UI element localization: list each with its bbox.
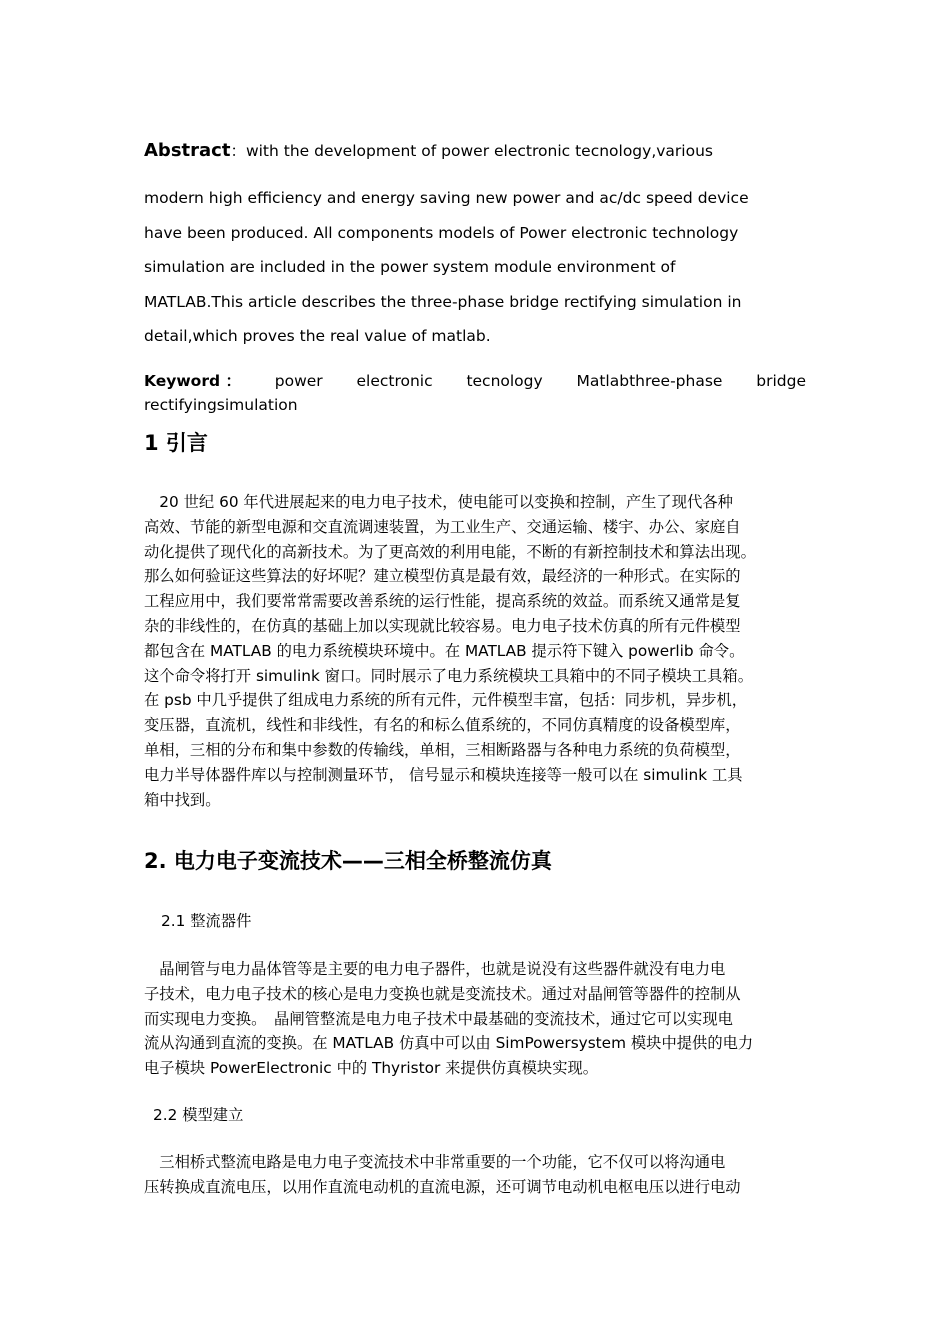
- section-2-heading: 2. 电力电子变流技术——三相全桥整流仿真: [144, 849, 552, 873]
- keyword-word: Matlabthree-phase: [576, 372, 723, 390]
- paragraph-line: 单相，三相的分布和集中参数的传输线，单相，三相断路器与各种电力系统的负荷模型，: [144, 740, 741, 759]
- section-1-paragraph: [144, 490, 806, 812]
- paragraph-line: 压转换成直流电压，以用作直流电动机的直流电源，还可调节电动机电枢电压以进行电动: [144, 1177, 741, 1196]
- paragraph-line: 晶闸管与电力晶体管等是主要的电力电子器件，也就是说没有这些器件就没有电力电: [144, 960, 726, 978]
- paragraph-line: 都包含在 MATLAB 的电力系统模块环境中。在 MATLAB 提示符下键入 powerlib 命令。: [144, 641, 745, 660]
- subsection-2-1-paragraph: [144, 957, 806, 1081]
- paragraph-line: 箱中找到。: [144, 790, 221, 809]
- abstract-separator: ：: [230, 142, 246, 160]
- abstract-first-line: [144, 139, 806, 163]
- keyword-word: tecnology: [466, 372, 543, 390]
- abstract-line: detail,which proves the real value of matlab.: [144, 327, 491, 346]
- paragraph-line: 在 psb 中几乎提供了组成电力系统的所有元件，元件模型丰富，包括：同步机，异步机，: [144, 691, 748, 710]
- keyword-line-2: rectifyingsimulation: [144, 396, 298, 414]
- keyword-word: bridge: [756, 372, 806, 390]
- abstract-line: have been produced. All components models of Power electronic technology: [144, 223, 739, 242]
- abstract-body: [144, 181, 806, 354]
- paragraph-line: 变压器，直流机，线性和非线性，有名的和标么值系统的，不同仿真精度的设备模型库，: [144, 716, 741, 735]
- paragraph-line: 杂的非线性的，在仿真的基础上加以实现就比较容易。电力电子技术仿真的所有元件模型: [144, 616, 741, 635]
- paragraph-line: 而实现电力变换。 晶闸管整流是电力电子技术中最基础的变流技术，通过它可以实现电: [144, 1009, 733, 1028]
- paragraph-line: 这个命令将打开 simulink 窗口。同时展示了电力系统模块工具箱中的不同子模块工具箱。: [144, 666, 753, 685]
- paragraph-line: 流从沟通到直流的变换。在 MATLAB 仿真中可以由 SimPowersystem 模块中提供的电力: [144, 1034, 754, 1053]
- paragraph-line: 那么如何验证这些算法的好坏呢？建立模型仿真是最有效，最经济的一种形式。在实际的: [144, 567, 741, 586]
- keyword-line-1: [144, 369, 806, 393]
- subsection-2-2-paragraph: [144, 1150, 806, 1200]
- abstract-label: Abstract: [144, 140, 231, 161]
- keyword-word: electronic: [356, 372, 433, 390]
- abstract-line: simulation are included in the power system module environment of: [144, 258, 676, 277]
- abstract-first-text: with the development of power electronic tecnology,various: [245, 142, 713, 160]
- paragraph-line: 高效、节能的新型电源和交直流调速装置，为工业生产、交通运输、楼宇、办公、家庭自: [144, 517, 741, 536]
- keyword-word: power: [274, 372, 323, 390]
- paragraph-line: 电子模块 PowerElectronic 中的 Thyristor 来提供仿真模块实现。: [144, 1059, 599, 1078]
- abstract-line: MATLAB.This article describes the three-phase bridge rectifying simulation in: [144, 292, 742, 311]
- paragraph-line: 子技术，电力电子技术的核心是电力变换也就是变流技术。通过对晶闸管等器件的控制从: [144, 984, 741, 1003]
- subsection-2-1-heading: 2.1 整流器件: [161, 912, 252, 930]
- keyword-label: Keyword ：: [144, 372, 241, 390]
- abstract-line: modern high efficiency and energy saving new power and ac/dc speed device: [144, 189, 749, 207]
- section-1-heading: 1 引言: [144, 431, 208, 455]
- paragraph-line: 工程应用中，我们要常常需要改善系统的运行性能，提高系统的效益。而系统又通常是复: [144, 592, 741, 611]
- subsection-2-2-heading: 2.2 模型建立: [153, 1106, 244, 1124]
- paragraph-line: 电力半导体器件库以与控制测量环节， 信号显示和模块连接等一般可以在 simulink 工具: [144, 765, 743, 784]
- paragraph-line: 动化提供了现代化的高新技术。为了更高效的利用电能，不断的有新控制技术和算法出现。: [144, 542, 756, 561]
- keyword-block: [144, 369, 806, 417]
- paragraph-line: 三相桥式整流电路是电力电子变流技术中非常重要的一个功能，它不仅可以将沟通电: [144, 1153, 726, 1171]
- paragraph-line: 20 世纪 60 年代进展起来的电力电子技术，使电能可以变换和控制，产生了现代各种: [144, 493, 733, 511]
